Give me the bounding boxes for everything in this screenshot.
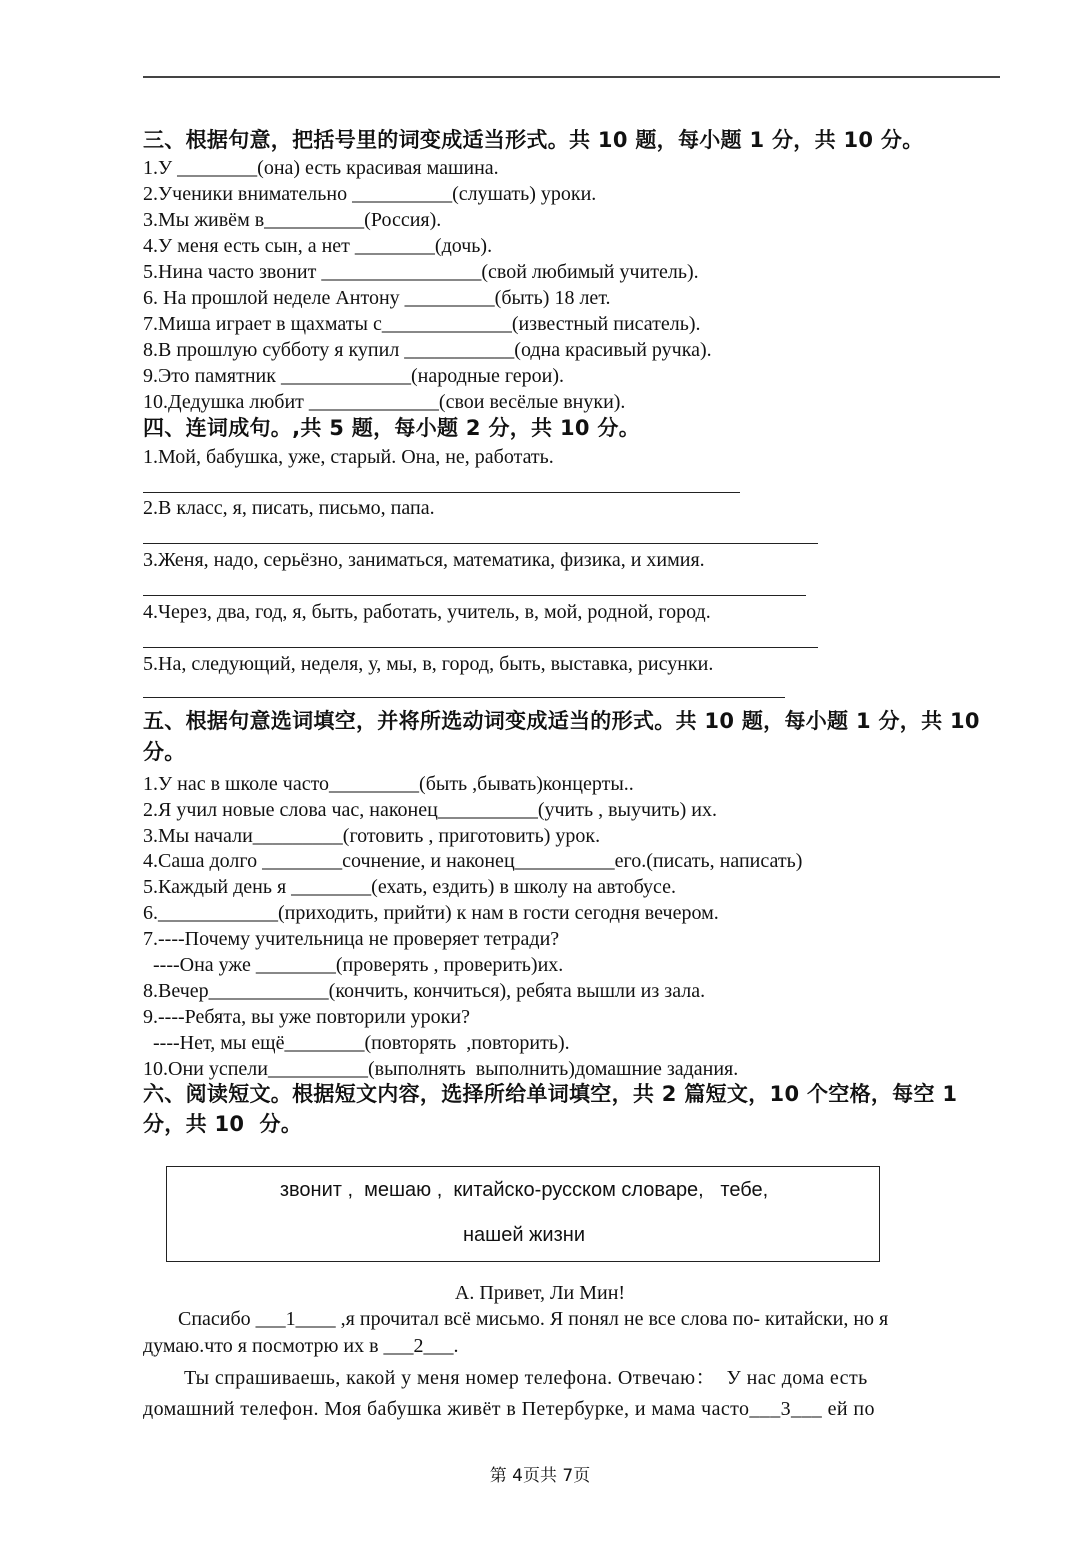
section-5-heading-cont: 分。 bbox=[143, 740, 186, 764]
passage-line: думаю.что я посмотрю их в ___2___. bbox=[143, 1335, 459, 1357]
answer-line[interactable] bbox=[143, 595, 806, 596]
question-item: 3.Женя, надо, серьёзно, заниматься, математика, физика, и химия. bbox=[143, 549, 705, 571]
question-item: 4.Саша долго ________сочнение, и наконец__________его.(писать, написать) bbox=[143, 850, 803, 872]
question-item: 3.Мы живём в__________(Россия). bbox=[143, 209, 442, 231]
question-item: 5.Нина часто звонит ________________(свой любимый учитель). bbox=[143, 261, 699, 283]
question-item: ----Нет, мы ещё________(повторять ,повторить). bbox=[143, 1032, 570, 1054]
question-item: 6.____________(приходить, прийти) к нам в гости сегодня вечером. bbox=[143, 902, 719, 924]
answer-line[interactable] bbox=[143, 647, 818, 648]
question-item: 2.В класс, я, писать, письмо, папа. bbox=[143, 497, 435, 519]
answer-line[interactable] bbox=[143, 492, 740, 493]
question-item: 10.Они успели__________(выполнять выполнить)домашние задания. bbox=[143, 1058, 739, 1080]
header-rule bbox=[143, 76, 1000, 78]
question-item: 2.Ученики внимательно __________(слушать) уроки. bbox=[143, 183, 597, 205]
question-item: 4.Через, два, год, я, быть, работать, учитель, в, мой, родной, город. bbox=[143, 601, 711, 623]
passage-title: А. Привет, Ли Мин! bbox=[454, 1282, 626, 1304]
answer-line[interactable] bbox=[143, 697, 785, 698]
word-bank-line: звонит , мешаю , китайско-русском словаре, тебе, bbox=[279, 1179, 769, 1201]
question-item: 10.Дедушка любит _____________(свои весёлые внуки). bbox=[143, 391, 626, 413]
answer-line[interactable] bbox=[143, 543, 818, 544]
passage-line: Спасибо ___1____ ,я прочитал всё мисьмо. Я понял не все слова по- китайски, но я bbox=[178, 1308, 889, 1330]
page-number: 第 4页共 7页 bbox=[489, 1466, 591, 1486]
section-5-heading: 五、根据句意选词填空，并将所选动词变成适当的形式。共 10 题，每小题 1 分，共 10 bbox=[143, 709, 980, 733]
question-item: 1.У ________(она) есть красивая машина. bbox=[143, 157, 499, 179]
section-4-heading: 四、连词成句。,共 5 题，每小题 2 分，共 10 分。 bbox=[143, 416, 640, 440]
word-bank-box bbox=[166, 1166, 880, 1262]
question-item: 9.Это памятник _____________(народные герои). bbox=[143, 365, 565, 387]
passage-line: домашний телефон. Моя бабушка живёт в Петербурке, и мама часто___3___ ей по bbox=[143, 1398, 875, 1420]
question-item: 7.----Почему учительница не проверяет тетради? bbox=[143, 928, 560, 950]
question-item: 6. На прошлой неделе Антону _________(быть) 18 лет. bbox=[143, 287, 611, 309]
question-item: 1.У нас в школе часто_________(быть ,бывать)концерты.. bbox=[143, 773, 634, 795]
word-bank-line: нашей жизни bbox=[462, 1224, 585, 1246]
question-item: 2.Я учил новые слова час, наконец__________(учить , выучить) их. bbox=[143, 799, 717, 821]
question-item: 1.Мой, бабушка, уже, старый. Она, не, работать. bbox=[143, 446, 554, 468]
question-item: 5.На, следующий, неделя, у, мы, в, город, быть, выставка, рисунки. bbox=[143, 653, 714, 675]
section-3-heading: 三、根据句意，把括号里的词变成适当形式。共 10 题，每小题 1 分，共 10 分。 bbox=[143, 128, 924, 152]
section-6-heading-cont: 分，共 10 分。 bbox=[143, 1112, 303, 1136]
question-item: 8.Вечер____________(кончить, кончиться), ребята вышли из зала. bbox=[143, 980, 706, 1002]
question-item: 3.Мы начали_________(готовить , приготовить) урок. bbox=[143, 825, 601, 847]
question-item: 8.В прошлую субботу я купил ___________(одна красивый ручка). bbox=[143, 339, 712, 361]
question-item: 4.У меня есть сын, а нет ________(дочь). bbox=[143, 235, 493, 257]
passage-line: Ты спрашиваешь, какой у меня номер телефона. Отвечаю： У нас дома есть bbox=[184, 1367, 868, 1389]
question-item: ----Она уже ________(проверять , проверить)их. bbox=[143, 954, 564, 976]
question-item: 9.----Ребята, вы уже повторили уроки? bbox=[143, 1006, 470, 1028]
question-item: 7.Миша играет в щахматы с_____________(известный писатель). bbox=[143, 313, 701, 335]
question-item: 5.Каждый день я ________(ехать, ездить) в школу на автобусе. bbox=[143, 876, 677, 898]
section-6-heading: 六、阅读短文。根据短文内容，选择所给单词填空，共 2 篇短文，10 个空格，每空 1 bbox=[143, 1082, 958, 1106]
